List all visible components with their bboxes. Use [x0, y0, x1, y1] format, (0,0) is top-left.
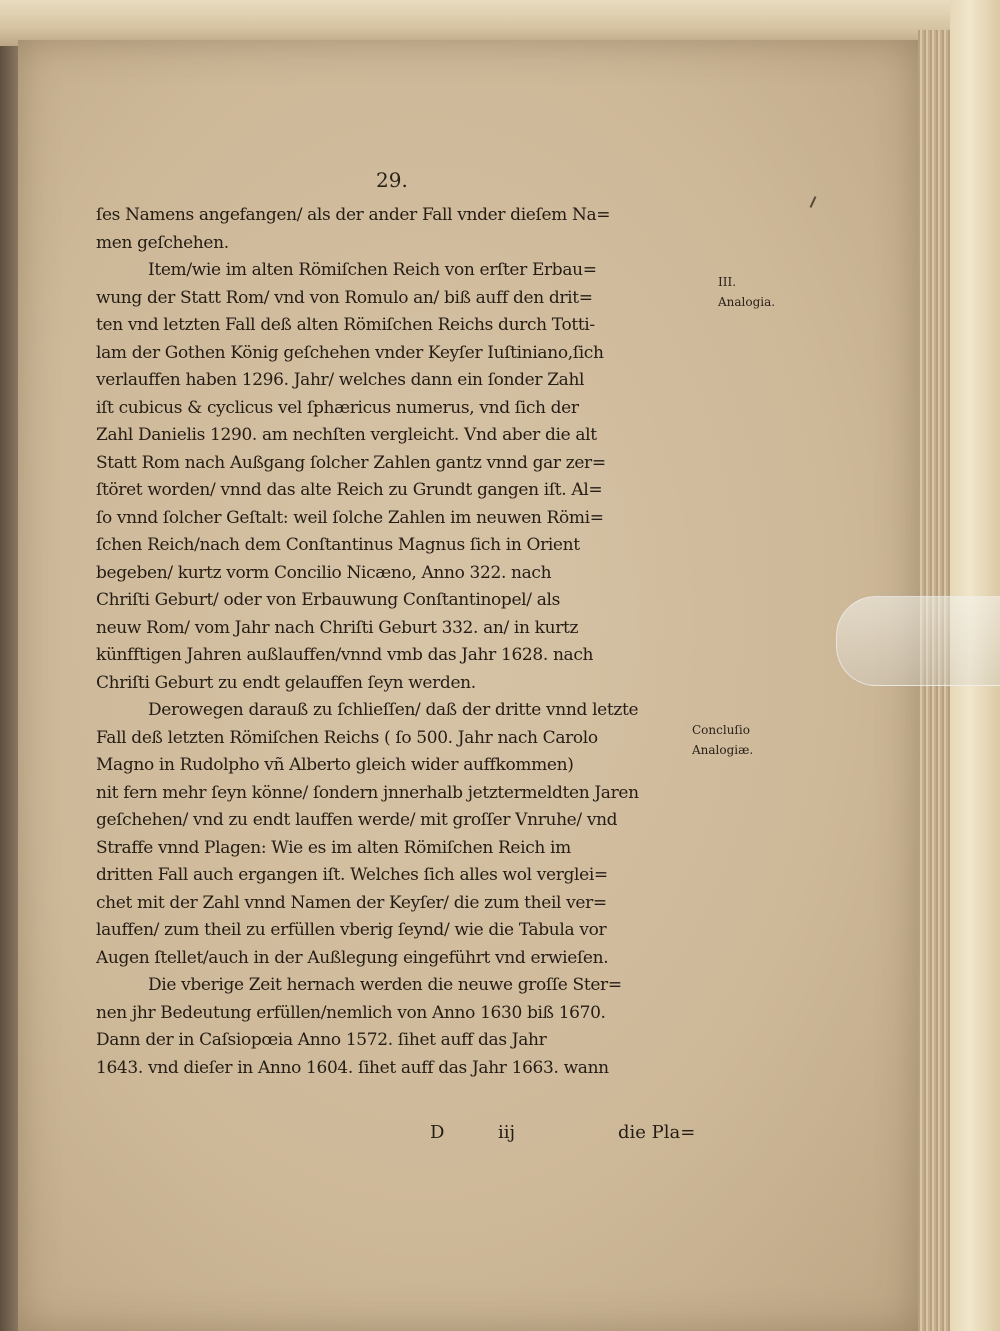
text-line: ſchen Reich/nach dem Conſtantinus Magnus ſich in Orient: [96, 535, 580, 555]
text-line: künfftigen Jahren außlauffen/vnnd vmb das Jahr 1628. nach: [96, 645, 594, 665]
text-line: dritten Fall auch ergangen iſt. Welches ſich alles wol verglei=: [96, 865, 608, 885]
text-line: ſes Namens angefangen/ als der ander Fall vnder dieſem Na=: [96, 205, 611, 225]
text-line: men geſchehen.: [96, 232, 229, 253]
text-line: Chriſti Geburt/ oder von Erbauwung Conſtantinopel/ als: [96, 590, 560, 610]
text-line: 1643. vnd dieſer in Anno 1604. ſihet auff das Jahr 1663. wann: [96, 1057, 609, 1078]
text-line: Fall deß letzten Römiſchen Reichs ( ſo 500. Jahr nach Carolo: [96, 727, 598, 748]
catchword: die Pla=: [618, 1122, 696, 1143]
margin-note-conclusio: [692, 720, 753, 760]
signature-mark: D: [430, 1122, 445, 1143]
text-line: Augen ſtellet/auch in der Außlegung eingeführt vnd erwieſen.: [96, 947, 609, 968]
text-line: Straffe vnnd Plagen: Wie es im alten Römiſchen Reich im: [96, 837, 571, 858]
text-line: nit fern mehr ſeyn könne/ ſondern jnnerhalb jetztermeldten Jaren: [96, 782, 639, 803]
text-line: Derowegen darauß zu ſchlieſſen/ daß der dritte vnnd letzte: [148, 700, 639, 720]
body-text: [96, 202, 696, 1082]
margin-note-line: Analogia.: [718, 295, 776, 309]
margin-note-line: III.: [718, 275, 737, 289]
text-line: Chriſti Geburt zu endt gelauffen ſeyn werden.: [96, 672, 476, 693]
text-line: ſtöret worden/ vnnd das alte Reich zu Grundt gangen iſt. Al=: [96, 480, 603, 500]
margin-note-line: Analogiæ.: [692, 743, 754, 757]
text-line: iſt cubicus & cyclicus vel ſphæricus numerus, vnd ſich der: [96, 397, 579, 418]
text-line: nen jhr Bedeutung erfüllen/nemlich von Anno 1630 biß 1670.: [96, 1002, 606, 1023]
margin-note-line: Concluſio: [692, 723, 750, 737]
text-line: Magno in Rudolpho vñ Alberto gleich wider auffkommen): [96, 755, 574, 775]
text-line: begeben/ kurtz vorm Concilio Nicæno, Anno 322. nach: [96, 562, 552, 583]
text-line: Die vberige Zeit hernach werden die neuwe groſſe Ster=: [148, 975, 622, 995]
text-line: neuw Rom/ vom Jahr nach Chriſti Geburt 332. an/ in kurtz: [96, 617, 579, 638]
text-line: Dann der in Caſsiopœia Anno 1572. ſihet auff das Jahr: [96, 1030, 547, 1050]
text-line: geſchehen/ vnd zu endt lauffen werde/ mit groſſer Vnruhe/ vnd: [96, 810, 618, 830]
text-line: ſo vnnd ſolcher Geſtalt: weil ſolche Zahlen im neuwen Römi=: [96, 507, 604, 528]
text-line: ten vnd letzten Fall deß alten Römiſchen Reichs durch Totti-: [96, 315, 595, 335]
page-number: 29.: [376, 168, 408, 192]
text-line: wung der Statt Rom/ vnd von Romulo an/ biß auff den drit=: [96, 287, 593, 308]
page-clip: [836, 596, 1000, 686]
margin-note-analogia: [718, 272, 775, 312]
text-line: verlauffen haben 1296. Jahr/ welches dann ein ſonder Zahl: [96, 370, 585, 390]
text-line: Statt Rom nach Außgang ſolcher Zahlen gantz vnnd gar zer=: [96, 452, 606, 473]
text-line: Item/wie im alten Römiſchen Reich von erſter Erbau=: [148, 260, 597, 280]
signature-number: iij: [498, 1122, 516, 1143]
text-line: lauffen/ zum theil zu erfüllen vberig ſeynd/ wie die Tabula vor: [96, 920, 607, 940]
text-line: Zahl Danielis 1290. am nechſten vergleicht. Vnd aber die alt: [96, 425, 597, 445]
text-line: lam der Gothen König geſchehen vnder Keyſer Iuſtiniano,ſich: [96, 342, 604, 363]
text-line: chet mit der Zahl vnnd Namen der Keyſer/ die zum theil ver=: [96, 892, 607, 913]
